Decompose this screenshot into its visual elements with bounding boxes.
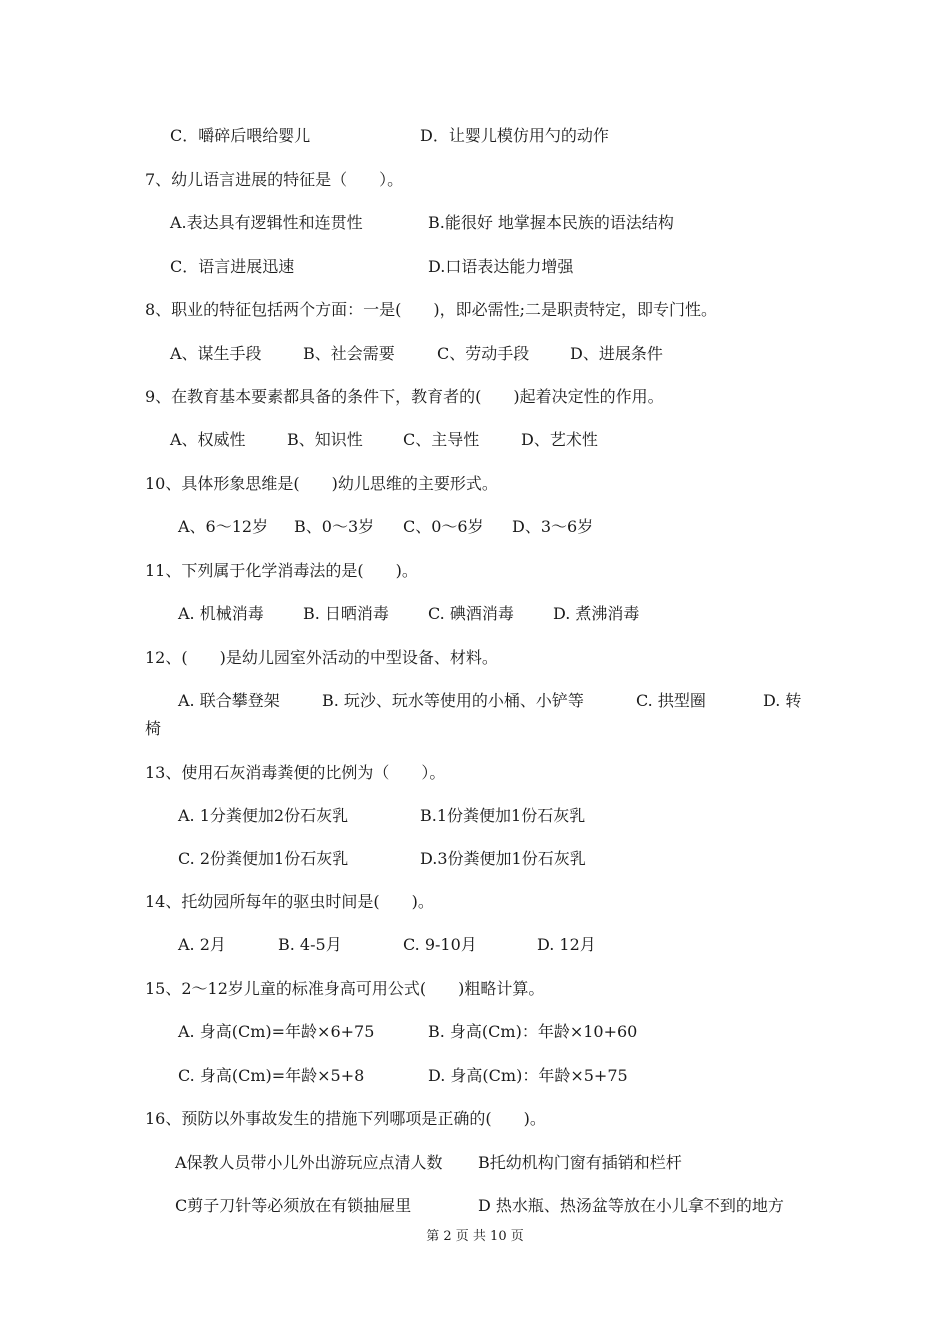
q16-option-a: A保教人员带小儿外出游玩应点清人数 [175,1153,443,1172]
q11-option-d: D. 煮沸消毒 [553,604,640,623]
q10-option-d: D、3～6岁 [512,517,594,536]
q14-option-a: A. 2月 [178,935,226,954]
q12-option-d: D. 转 [763,691,802,710]
q8-option-d: D、进展条件 [570,344,663,363]
q7-option-a: A.表达具有逻辑性和连贯性 [170,213,363,232]
q13-option-b: B.1份粪便加1份石灰乳 [420,806,586,825]
q12-option-a: A. 联合攀登架 [178,691,280,710]
q10-option-a: A、6～12岁 [178,517,269,536]
question-12-stem: 12、( )是幼儿园室外活动的中型设备、材料。 [145,648,498,667]
q8-option-b: B、社会需要 [303,344,395,363]
q7-option-b: B.能很好 地掌握本民族的语法结构 [428,213,674,232]
q13-option-d: D.3份粪便加1份石灰乳 [420,849,586,868]
q16-option-c: C剪子刀针等必须放在有锁抽屉里 [175,1196,412,1215]
q11-option-a: A. 机械消毒 [178,604,264,623]
q12-option-c: C. 拱型圈 [636,691,706,710]
q11-option-c: C. 碘酒消毒 [428,604,514,623]
q14-option-d: D. 12月 [537,935,596,954]
q8-option-a: A、谋生手段 [170,344,262,363]
q9-option-d: D、艺术性 [521,430,598,449]
q14-option-b: B. 4-5月 [278,935,342,954]
question-13-stem: 13、使用石灰消毒粪便的比例为（ ）。 [145,763,446,782]
q6-option-d: D．让婴儿模仿用勺的动作 [420,126,609,145]
question-9-stem: 9、在教育基本要素都具备的条件下，教育者的( )起着决定性的作用。 [145,387,664,406]
q14-option-c: C. 9-10月 [403,935,477,954]
q10-option-b: B、0～3岁 [294,517,375,536]
q9-option-c: C、主导性 [403,430,480,449]
q7-option-d: D.口语表达能力增强 [428,257,574,276]
q16-option-b: B托幼机构门窗有插销和栏杆 [478,1153,682,1172]
q10-option-c: C、0～6岁 [403,517,484,536]
q12-option-d-wrap: 椅 [145,719,162,738]
question-16-stem: 16、预防以外事故发生的措施下列哪项是正确的( )。 [145,1109,546,1128]
q8-option-c: C、劳动手段 [437,344,530,363]
question-7-stem: 7、幼儿语言进展的特征是（ ）。 [145,170,404,189]
question-15-stem: 15、2～12岁儿童的标准身高可用公式( )粗略计算。 [145,979,545,998]
q9-option-b: B、知识性 [287,430,363,449]
question-8-stem: 8、职业的特征包括两个方面：一是( )，即必需性;二是职责特定，即专门性。 [145,300,718,319]
q15-option-c: C. 身高(Cm)=年龄×5+8 [178,1066,365,1085]
q9-option-a: A、权威性 [170,430,246,449]
q11-option-b: B. 日晒消毒 [303,604,389,623]
q15-option-d: D. 身高(Cm)：年龄×5+75 [428,1066,628,1085]
q7-option-c: C．语言进展迅速 [170,257,295,276]
q13-option-a: A. 1分粪便加2份石灰乳 [178,806,349,825]
page-number-footer: 第 2 页 共 10 页 [426,1229,524,1244]
question-14-stem: 14、托幼园所每年的驱虫时间是( )。 [145,892,434,911]
q16-option-d: D 热水瓶、热汤盆等放在小儿拿不到的地方 [478,1196,784,1215]
q13-option-c: C. 2份粪便加1份石灰乳 [178,849,349,868]
question-10-stem: 10、具体形象思维是( )幼儿思维的主要形式。 [145,474,498,493]
q15-option-a: A. 身高(Cm)=年龄×6+75 [178,1022,375,1041]
q15-option-b: B. 身高(Cm)：年龄×10+60 [428,1022,638,1041]
question-11-stem: 11、下列属于化学消毒法的是( )。 [145,561,418,580]
q12-option-b: B. 玩沙、玩水等使用的小桶、小铲等 [322,691,584,710]
q6-option-c: C．嚼碎后喂给婴儿 [170,126,311,145]
